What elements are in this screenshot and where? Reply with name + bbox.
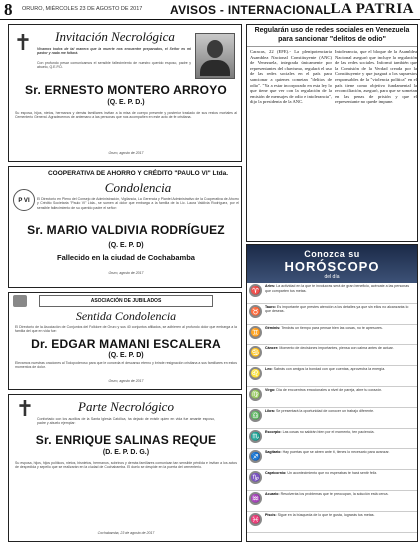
sign-text: Sabrás con amigos la bondad con que cuentas, aprovecha la energía. [272,367,386,372]
zodiac-icon: ♒ [250,493,261,503]
page-number: 8 [4,0,13,19]
association-banner: ASOCIACIÓN DE JUBILADOS [39,295,213,307]
zodiac-icon: ♐ [250,452,261,462]
notice-signature: Oruro, agosto de 2017 [108,151,144,155]
notice-body: Su esposa, hijos, hijos políticos, nietos, bisnietos, hermanos, sobrinos y demás familiares comunican tan sensible pérdida e invitan a los actos de despedida y sepelio que se realizarán en la ciudad de Cochabamba. El duelo se despide en la puerta del cementerio. [15,461,237,470]
zodiac-icon: ♎ [250,410,261,420]
sign-text: Momento de decisiones importantes, piensa con calma antes de actuar. [278,346,394,351]
rip-text: (Q. E. P. D) [108,352,144,359]
sign-text: Es importante que prestes atención a los detalles ya que sin ellos no alcanzarás lo que deseas. [265,304,409,314]
association-logo-icon [13,295,27,307]
horoscope-title: HORÓSCOPO [284,259,380,274]
notice-intro: Confortado con los auxilios de la Santa Iglesia Católica, ha dejado de existir quien en vida fue amante esposo, padre y abuelo ejemplar: [37,417,215,426]
horoscope-section [246,244,418,542]
notice-heading: Parte Necrológico [78,399,174,414]
horoscope-sign [247,512,417,533]
deceased-name: Sr. ERNESTO MONTERO ARROYO [25,83,227,97]
header-date: ORURO, MIÉRCOLES 23 DE AGOSTO DE 2017 [22,6,143,12]
article-headline: Regularán uso de redes sociales en Venezuela para sancionar "delitos de odio" [247,25,417,47]
sign-text: Día de encuentros emocionales a nivel de pareja, abre tu corazón. [275,387,383,392]
notice-body: Elevamos nuestras oraciones al Todopoderoso para que le conceda el descanso eterno y brinde resignación cristiana a sus familiares en estos momentos de dolor. [15,361,237,370]
horoscope-header [247,245,417,283]
horoscope-sign [247,408,417,429]
horoscope-line1: Conozca su [304,249,360,259]
parte-necrologico-notice [8,394,242,542]
horoscope-sign-list [247,283,417,533]
horoscope-sign [247,387,417,408]
notice-intro: El Directorio en Pleno del Consejo de Administración, Vigilancia, La Gerencia y Plantel Administrativo de la Cooperativa de Ahorro y Crédito Societaria "Paulo VI" Ltda., se sumen al dolor que embarga a la familia de la Lic. Laura Valdivia Rodríguez, por el sensible fallecimiento de su querido padre el señor: [37,197,239,210]
sign-text: Tendrás un tiempo para pensar bien las cosas, no te apresures. [280,325,383,330]
sign-text: Resolverás los problemas que te preocupan, la solución está cerca. [279,491,389,496]
zodiac-icon: ♍ [250,389,261,399]
sign-text: Sigue en la búsqueda de lo que te gusta, lograrás tus metas. [276,512,375,517]
cross-icon: ✝ [15,397,35,422]
cooperative-logo-icon: P VI [13,189,35,211]
sign-name: Piscis: [265,512,277,517]
notice-signature: Oruro, agosto de 2017 [108,379,144,383]
rip-text: (Q. E. P. D.) [107,99,145,106]
rip-text: (Q. E. P. D) [108,242,144,249]
sign-name: Cáncer: [265,346,279,351]
notice-verse: Vivamos todos de tal manera que la muerte nos encuentre preparados, el Señor es mi pastor y nada me faltará. [37,47,191,56]
deceased-name: Sr. ENRIQUE SALINAS REQUE [35,433,217,447]
sign-name: Escorpio: [265,429,282,434]
section-title: AVISOS - INTERNACIONAL [170,3,332,17]
horoscope-sign [247,345,417,366]
invitacion-necrologica-notice [8,24,242,162]
zodiac-icon: ♓ [250,514,261,524]
horoscope-sign [247,325,417,346]
notice-heading: Condolencia [104,180,172,195]
horoscope-sign [247,491,417,512]
sentida-condolencia-notice [8,292,242,390]
sign-name: Géminis: [265,325,281,330]
notice-heading: Invitación Necrológica [55,29,175,44]
sign-name: Acuario: [265,491,280,496]
sign-text: La actividad en la que te involucras será de gran beneficio, acércate a las personas que comparten tus metas. [265,284,410,293]
sign-name: Virgo: [265,387,276,392]
sign-name: Aries: [265,284,276,288]
org-name: COOPERATIVA DE AHORRO Y CRÉDITO "PAULO VI" Ltda. [47,170,229,177]
zodiac-icon: ♌ [250,369,261,379]
deceased-name: Sr. MARIO VALDIVIA RODRÍGUEZ [27,223,225,237]
horoscope-sign [247,283,417,304]
notice-intro: El Directorio de la Asociación de Conjuntos del Folklore de Oruro y sus 40 conjuntos afiliados, se adhieren al profundo dolor que embarga a la familia del que en vida fue: [15,325,237,334]
horoscope-sign [247,366,417,387]
zodiac-icon: ♊ [250,327,261,337]
cross-icon: ✝ [13,31,33,56]
horoscope-sign [247,449,417,470]
sign-text: Hay puertas que se abren ante ti, tienes lo necesario para avanzar. [281,450,390,455]
sign-name: Sagitario: [265,450,282,455]
news-article [246,24,418,242]
notice-body: Su esposa, hijos, nietos, hermanos y demás familiares invitan a la misa de cuerpo presente y posterior traslado de sus restos mortales al Cementerio General. Agradecemos de antemano a las personas que nos acompañen en este acto de fe cristiana. [15,111,237,120]
newspaper-brand: LA PATRIA [330,1,414,17]
page-header [0,0,420,20]
zodiac-icon: ♈ [250,286,261,295]
notice-intro: Con profundo pesar comunicamos el sensible fallecimiento de nuestro querido esposo, padre y abuelo, Q.E.P.D. [37,61,191,70]
sign-name: Libra: [265,408,275,413]
death-place: Fallecido en la ciudad de Cochabamba [57,253,195,262]
notice-heading: Sentida Condolencia [75,309,177,323]
deceased-photo [195,33,235,79]
sign-name: Leo: [265,367,273,372]
rip-text: (D. E. P. D. G.) [102,449,150,456]
notice-signature: Oruro, agosto de 2017 [108,271,144,275]
zodiac-icon: ♏ [250,431,261,441]
sign-text: Las cosas no saldrán bien por el momento, ten paciencia. [281,429,375,434]
horoscope-sign [247,429,417,450]
zodiac-icon: ♋ [250,348,261,358]
notice-signature: Cochabamba, 23 de agosto de 2017 [97,531,155,535]
article-column-1: Caracas, 22 (EFE).- La plenipotenciaria Asamblea Nacional Constituyente (ANC) de Venezuela, integrada únicamente por representantes del chavismo, regulará el uso de las redes sociales en el país para sancionar a quienes cometan "delitos de odio". "Ya a estar incorporado en esta ley lo que tiene que ver con la regulación de la emisión de mensajes de odio e intolerancia", dijo la presidenta de la ANC. [250,49,332,105]
article-column-2: Intolerancia, que el bloque de la Asamblea Nacional aseguró que incluye la regulación de las redes sociales. Informó también que la Comisión de la Verdad creada por la Constituyente y que juzgará a los supuestos responsables de la "violencia política" en el país tiene como objetivo fundamental la reconciliación, aseguró, para que se sometan en las penas de prisión y que el representante no quede impune. [335,49,418,105]
sign-name: Capricornio: [265,471,287,476]
sign-text: Se presentará la oportunidad de conocer un trabajo diferente. [274,408,375,413]
sign-name: Tauro: [265,304,276,309]
condolencia-notice [8,166,242,288]
zodiac-icon: ♉ [250,306,261,316]
sign-text: Un acontecimiento que no esperabas te hará sentir feliz. [286,471,378,476]
horoscope-sign [247,304,417,325]
horoscope-sign [247,470,417,491]
horoscope-line3: del día [324,274,340,280]
deceased-name: Dr. EDGAR MAMANI ESCALERA [31,337,221,351]
zodiac-icon: ♑ [250,473,261,483]
